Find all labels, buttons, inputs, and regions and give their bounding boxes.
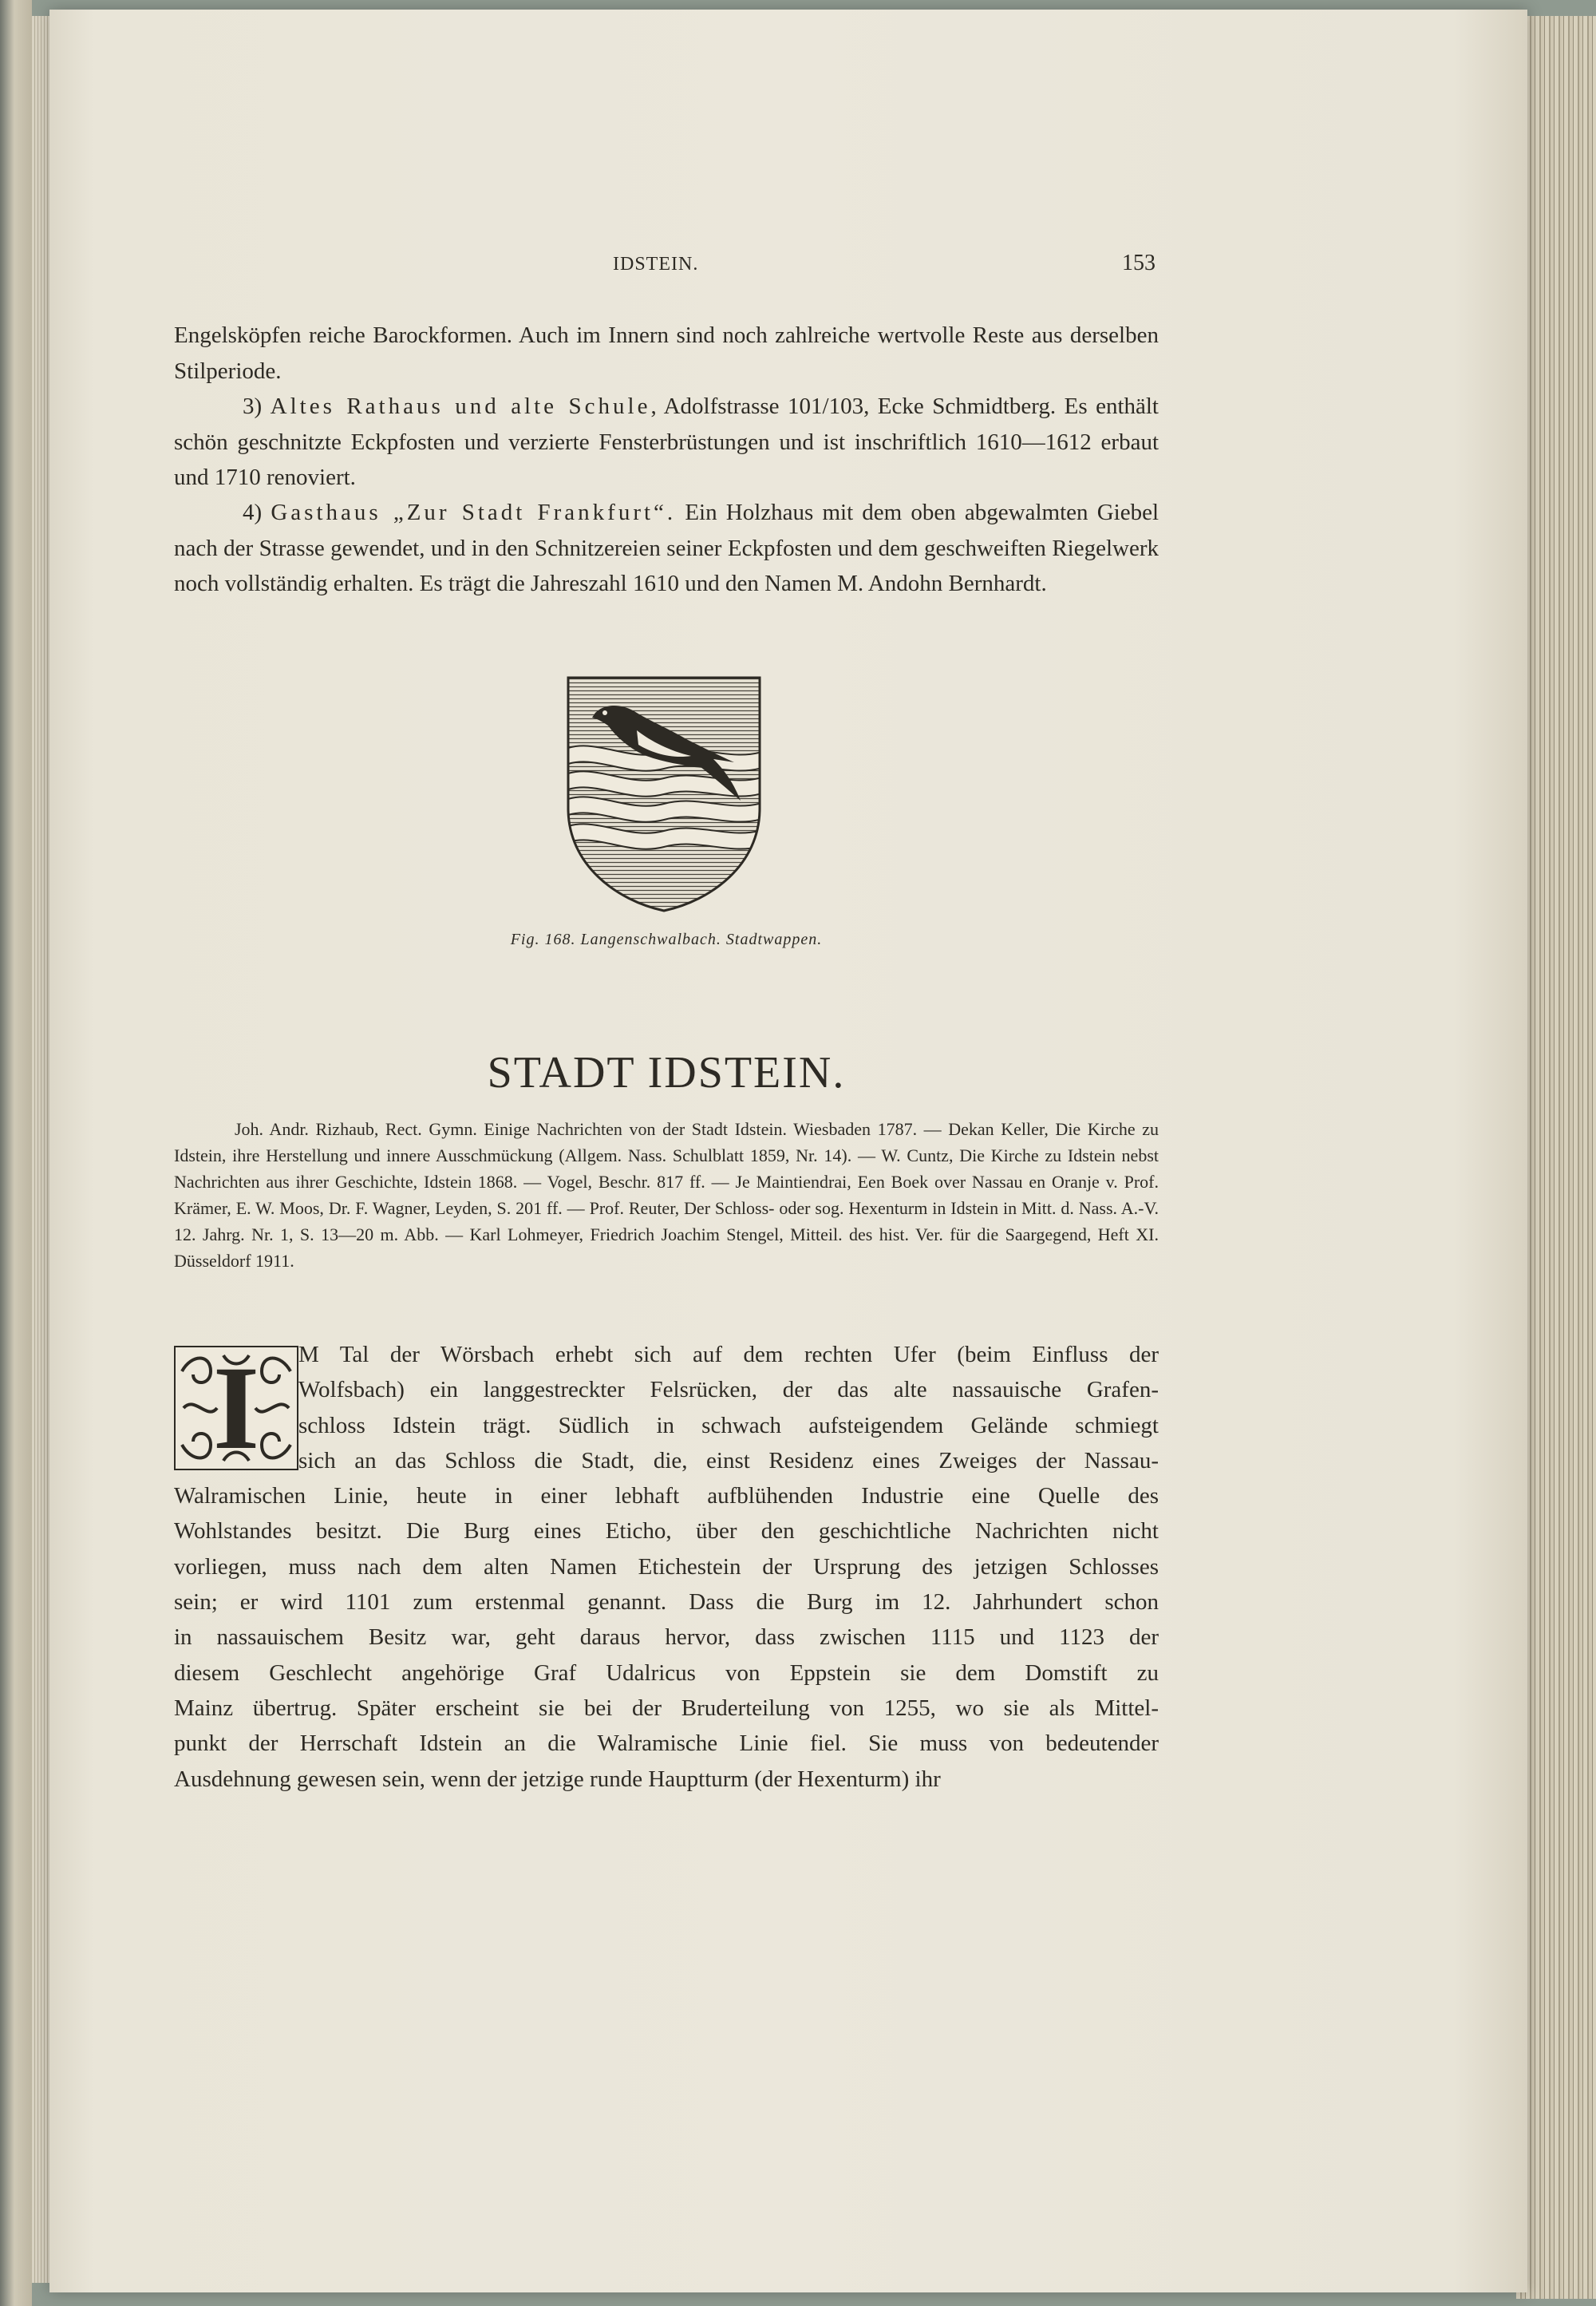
page-number: 153 — [1122, 251, 1156, 275]
item-number: 3) — [243, 394, 263, 419]
left-page-edge — [0, 0, 32, 2306]
bibliography: Joh. Andr. Rizhaub, Rect. Gymn. Einige Nachrichten von der Stadt Idstein. Wiesbaden 1787. — Dekan Keller, Die Kirche zu Idstein, ihre Herstellung und innere Ausschmückung (Allgem. Nass. Schulblatt 1859, Nr. 14). — W. Cuntz, Die Kirche zu Idstein nebst Nachrichten aus ihrer Geschichte, Idstein 1868. — Vogel, Beschr. 817 ff. — Je Maintiendrai, Een Boek over Nassau en Oranje v. Prof. Krämer, E. W. Moos, Dr. F. Wagner, Leyden, S. 201 ff. — Prof. Reuter, Der Schloss- oder sog. Hexenturm in Idstein in Mitt. d. Nass. A.-V. 12. Jahrg. Nr. 1, S. 13—20 m. Abb. — Karl Lohmeyer, Friedrich Joachim Stengel, Mitteil. des hist. Ver. für die Saargegend, Heft XI. Düsseldorf 1911. — [174, 1119, 1159, 1271]
text-line: Wolfsbach) ein langgestreckter Felsrücken, der das alte nassauische Grafen- — [298, 1377, 1159, 1403]
item-number: 4) — [243, 500, 263, 525]
section-title: STADT IDSTEIN. — [487, 1048, 846, 1098]
text-line: punkt der Herrschaft Idstein an die Walramische Linie fiel. Sie muss von bedeutender — [174, 1730, 1159, 1757]
paragraph-gasthaus — [174, 495, 1159, 602]
text-line: schloss Idstein trägt. Südlich in schwach aufsteigendem Gelände schmiegt — [298, 1412, 1159, 1438]
paragraph-rathaus — [174, 389, 1159, 496]
paragraph-text: Ein Holzhaus mit dem oben abgewalmten Giebel nach der Strasse gewendet, und in den Schnitzereien seiner Eckpfosten und dem geschweiften Riegelwerk noch vollständig erhalten. Es trägt die Jahreszahl 1610 und den Namen M. Andohn Bernhardt. — [174, 500, 1159, 596]
text-line: diesem Geschlecht angehörige Graf Udalricus von Eppstein sie dem Domstift zu — [174, 1659, 1159, 1686]
text-line: Walramischen Linie, heute in einer lebhaft aufblühenden Industrie eine Quelle des — [174, 1483, 1159, 1509]
running-header: IDSTEIN. — [613, 254, 699, 275]
text-line: sein; er wird 1101 zum erstenmal genannt. Dass die Burg im 12. Jahrhundert schon — [174, 1589, 1159, 1616]
initial-letter: I — [212, 1342, 260, 1474]
right-page-stack — [1516, 16, 1596, 2299]
coat-of-arms-swallow — [563, 673, 764, 914]
text-line: in nassauischem Besitz war, geht daraus hervor, dass zwischen 1115 und 1123 der — [174, 1624, 1159, 1651]
building-name: Gasthaus „Zur Stadt Frankfurt“. — [271, 500, 677, 525]
paragraph-intro: Engelsköpfen reiche Barockformen. Auch im Innern sind noch zahlreiche wertvolle Reste aus derselben Stilperiode. — [174, 322, 1159, 384]
text-line: sich an das Schloss die Stadt, die, einst Residenz eines Zweiges der Nassau- — [298, 1447, 1159, 1473]
text-line: Ausdehnung gewesen sein, wenn der jetzige runde Hauptturm (der Hexenturm) ihr — [174, 1766, 941, 1792]
building-name: Altes Rathaus und alte Schule — [270, 394, 651, 419]
paragraph-text: , Adolfstrasse 101/103, Ecke Schmidtberg. Es enthält schön geschnitzte Eckpfosten und verzierte Fensterbrüstungen und ist inschriftlich 1610—1612 erbaut und 1710 renoviert. — [174, 394, 1159, 490]
figure-caption: Fig. 168. Langenschwalbach. Stadtwappen. — [510, 931, 823, 948]
text-line: Wohlstandes besitzt. Die Burg eines Eticho, über den geschichtliche Nachrichten nicht — [174, 1518, 1159, 1545]
text-line: vorliegen, muss nach dem alten Namen Etichestein der Ursprung des jetzigen Schlosses — [174, 1553, 1159, 1580]
text-line: Mainz übertrug. Später erscheint sie bei der Bruderteilung von 1255, wo sie als Mittel- — [174, 1695, 1159, 1721]
text-line: M Tal der Wörsbach erhebt sich auf dem rechten Ufer (beim Einfluss der — [298, 1342, 1159, 1367]
body-text — [174, 1337, 1159, 1797]
